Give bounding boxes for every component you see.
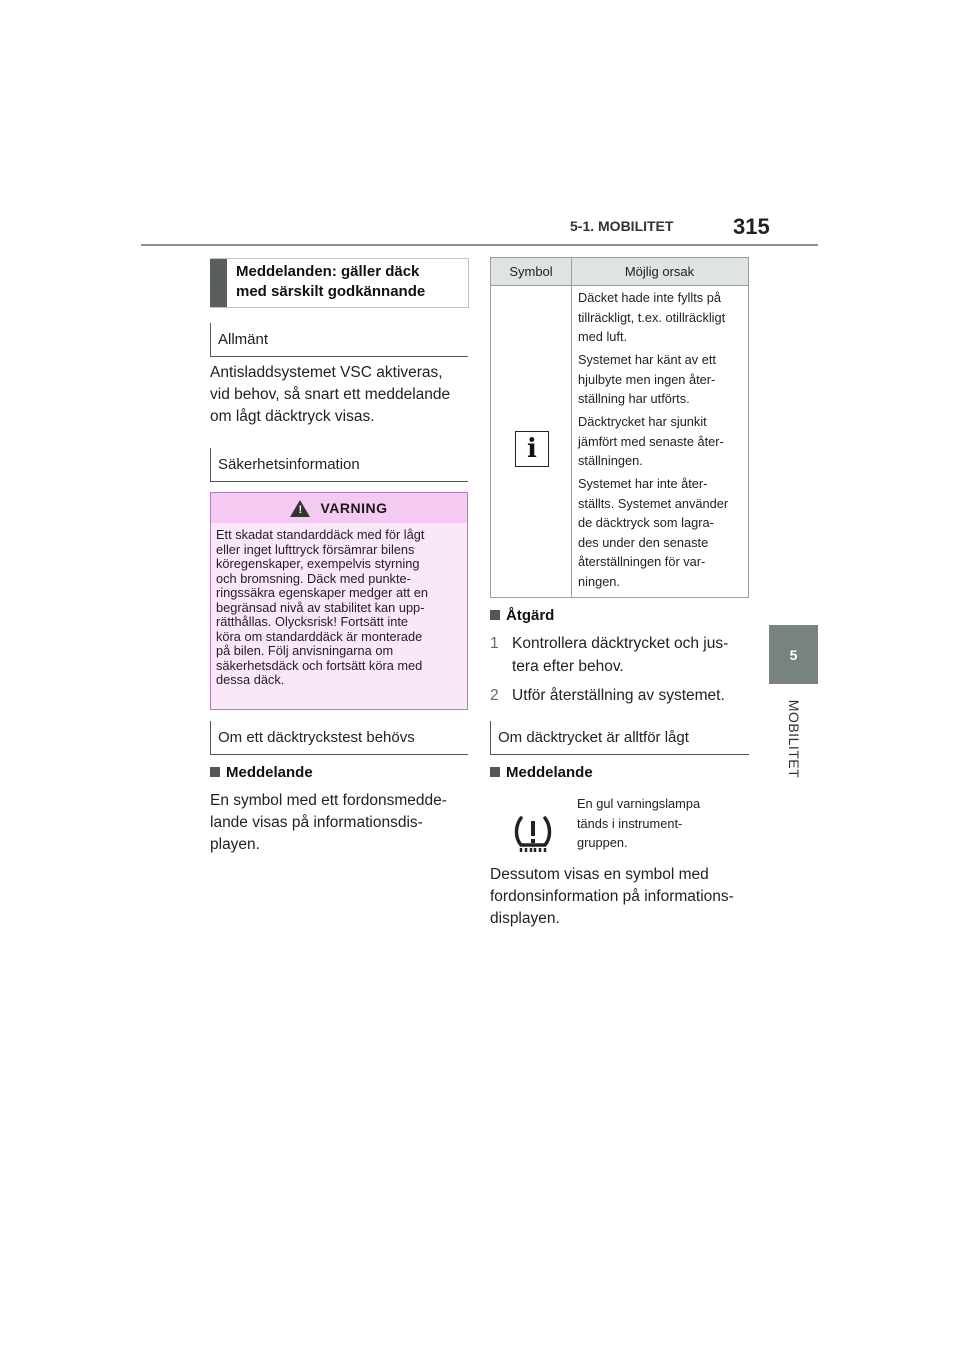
cause-line: Däcket hade inte fyllts på: [578, 290, 721, 305]
warning-line: begränsad nivå av stabilitet kan upp-: [216, 599, 425, 615]
cause-line: Däcktrycket har sjunkit: [578, 414, 707, 429]
extra-text: [490, 864, 752, 930]
warning-line: köra om standarddäck är monterade: [216, 628, 423, 644]
left-message-heading-text: Meddelande: [226, 764, 313, 781]
chapter-tab: 5: [769, 625, 818, 684]
cause-line: ningen.: [578, 573, 620, 589]
chapter-label: [772, 694, 816, 784]
action-heading-text: Åtgärd: [506, 607, 555, 624]
cause-line: des under den senaste: [578, 534, 709, 550]
warning-title: VARNING: [320, 500, 388, 516]
general-text: [210, 362, 468, 428]
warning-line: Ett skadat standarddäck med för lågt: [216, 527, 425, 542]
cause-item: [578, 350, 748, 409]
warning-line: dessa däck.: [216, 672, 285, 687]
text-line: om lågt däcktryck visas.: [210, 408, 375, 425]
low-pressure-heading: Om däcktrycket är alltför lågt: [490, 721, 749, 755]
topic-title-line: med särskilt godkännande: [236, 283, 426, 300]
warning-line: köregenskaper, exempelvis styrning: [216, 556, 420, 571]
warning-line: ringssäkra egenskaper medger att en: [216, 585, 428, 600]
warning-triangle-icon: !: [290, 500, 310, 517]
test-heading: Om ett däcktryckstest behövs: [210, 721, 468, 755]
cause-line: Systemet har inte åter-: [578, 476, 708, 491]
cause-item: [578, 412, 748, 471]
cause-line: ställts. Systemet använder: [578, 495, 729, 511]
cause-table: [490, 257, 749, 598]
left-message-heading: [210, 764, 313, 781]
text-line: displayen.: [490, 910, 560, 927]
lamp-line: gruppen.: [577, 835, 628, 850]
text-line: lande visas på informationsdis-: [210, 814, 423, 831]
step-number: 1: [490, 635, 499, 652]
cause-line: hjulbyte men ingen åter-: [578, 371, 716, 387]
text-line: fordonsinformation på informations-: [490, 888, 734, 905]
bullet-square-icon: [490, 610, 500, 620]
tire-pressure-warning-icon: [512, 812, 554, 854]
step-number: 2: [490, 687, 499, 704]
col-cause-header: Möjlig orsak: [624, 264, 695, 279]
safety-heading: Säkerhetsinformation: [210, 448, 468, 482]
bullet-square-icon: [210, 767, 220, 777]
text-line: En symbol med ett fordonsmedde-: [210, 792, 447, 809]
warning-line: säkerhetsdäck och fortsätt köra med: [216, 657, 423, 673]
warning-box: [210, 492, 468, 710]
lamp-text: [577, 794, 747, 853]
right-message-heading-text: Meddelande: [506, 764, 593, 781]
warning-line: eller inget lufttryck försämrar bilens: [216, 541, 415, 557]
topic-title-line: Meddelanden: gäller däck: [236, 263, 420, 280]
step-line: tera efter behov.: [512, 658, 624, 675]
text-line: Antisladdsystemet VSC aktiveras,: [210, 364, 443, 381]
col-symbol-header: Symbol: [509, 264, 553, 279]
general-heading: Allmänt: [210, 323, 468, 357]
step-line: Kontrollera däcktrycket och jus-: [512, 635, 729, 652]
warning-body: [211, 523, 467, 709]
chapter-label-text: MOBILITET: [786, 699, 802, 779]
text-line: Dessutom visas en symbol med: [490, 866, 709, 883]
lamp-line: En gul varningslampa: [577, 796, 701, 811]
section-title: 5-1. MOBILITET: [570, 218, 674, 234]
text-line: vid behov, så snart ett meddelande: [210, 386, 451, 403]
cause-item: [578, 288, 748, 347]
cause-line: jämfört med senaste åter-: [578, 433, 724, 449]
cause-line: tillräckligt, t.ex. otillräckligt: [578, 309, 726, 325]
text-line: playen.: [210, 836, 260, 853]
warning-line: och bromsning. Däck med punkte-: [216, 570, 411, 586]
action-heading: [490, 607, 554, 624]
title-bar: [210, 259, 227, 307]
cause-line: Systemet har känt av ett: [578, 352, 716, 367]
cause-line: de däcktryck som lagra-: [578, 515, 714, 530]
cause-line: ställning har utförts.: [578, 391, 690, 406]
info-icon: i: [515, 431, 549, 467]
header-rule: [141, 244, 818, 246]
column-divider: [571, 258, 572, 597]
warning-line: på bilen. Följ anvisningarna om: [216, 643, 394, 658]
action-steps: [490, 632, 752, 707]
cause-line: med luft.: [578, 329, 628, 344]
topic-title-box: [210, 258, 469, 308]
cause-item: [578, 474, 748, 591]
cause-line: ställningen.: [578, 453, 643, 468]
right-message-heading: [490, 764, 593, 781]
step-line: Utför återställning av systemet.: [512, 687, 725, 704]
left-message-text: [210, 790, 468, 856]
warning-header: [211, 493, 467, 523]
page-number: 315: [733, 214, 770, 239]
lamp-line: tänds i instrument-: [577, 815, 683, 831]
step-item: [490, 632, 752, 655]
table-header: [491, 258, 748, 286]
cause-line: återställningen för var-: [578, 554, 706, 569]
step-item: [490, 684, 752, 707]
warning-line: rätthållas. Olycksrisk! Fortsätt inte: [216, 614, 409, 629]
topic-title: [236, 262, 425, 302]
bullet-square-icon: [490, 767, 500, 777]
